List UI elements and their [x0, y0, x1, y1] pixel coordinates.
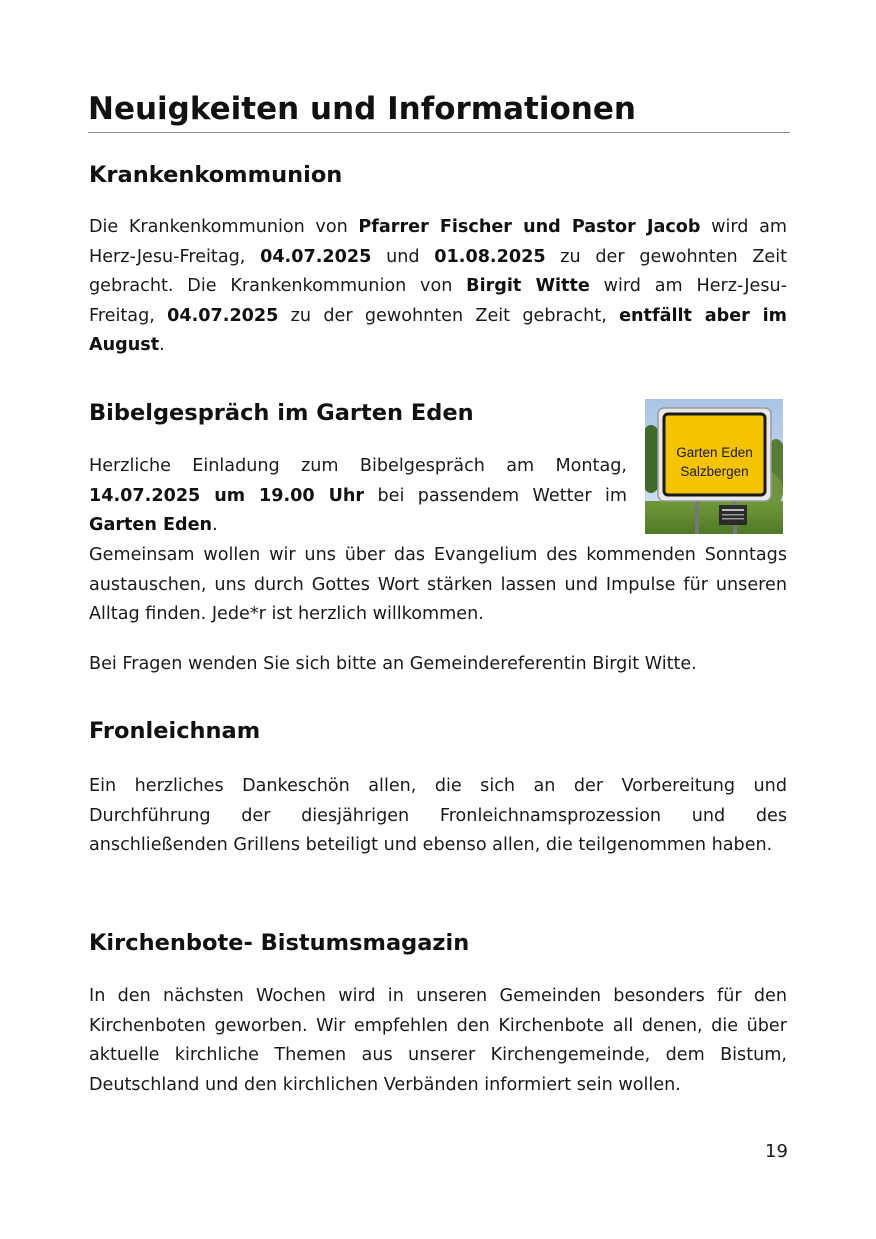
sign-text-line1: Garten Eden	[676, 445, 753, 460]
section-heading-kirchenbote: Kirchenbote- Bistumsmagazin	[89, 930, 470, 956]
page-title: Neuigkeiten und Informationen	[88, 86, 790, 133]
kirchenbote-paragraph: In den nächsten Wochen wird in unseren Gemeinden besonders für den Kirchenboten geworben. Wir empfehlen den Kirchenbote all denen, die über aktuelle kirchliche Themen aus unserer Kirchengemeinde, dem Bistum, Deutschland und den kirchlichen Verbänden informiert sein wollen.	[89, 986, 787, 1095]
bibelgespraech-description: Gemeinsam wollen wir uns über das Evangelium des kommenden Sonntags austauschen, uns durch Gottes Wort stärken lassen und Impulse für unseren Alltag finden. Jede*r ist herzlich willkommen.	[89, 545, 787, 624]
fronleichnam-paragraph: Ein herzliches Dankeschön allen, die sich an der Vorbereitung und Durchführung der diesjährigen Fronleichnamsprozession und des anschließenden Grillens beteiligt und ebenso allen, die teilgenommen haben.	[89, 776, 787, 855]
page-number: 19	[765, 1141, 788, 1162]
bibelgespraech-invitation: Herzliche Einladung zum Bibelgespräch am Montag, 14.07.2025 um 19.00 Uhr bei passendem Wetter im Garten Eden.	[89, 456, 627, 535]
sign-text-line2: Salzbergen	[680, 464, 749, 479]
bibelgespraech-contact: Bei Fragen wenden Sie sich bitte an Gemeindereferentin Birgit Witte.	[89, 654, 697, 674]
section-heading-bibelgespraech: Bibelgespräch im Garten Eden	[89, 400, 474, 426]
section-heading-fronleichnam: Fronleichnam	[89, 718, 261, 744]
krankenkommunion-paragraph: Die Krankenkommunion von Pfarrer Fischer und Pastor Jacob wird am Herz-Jesu-Freitag, 04.07.2025 und 01.08.2025 zu der gewohnten Zeit gebracht. Die Krankenkommunion von Birgit Witte wird am Herz-Jesu-Freitag, 04.07.2025 zu der gewohnten Zeit gebracht, entfällt aber im August.	[89, 217, 788, 355]
section-heading-krankenkommunion: Krankenkommunion	[89, 162, 343, 188]
garten-eden-sign-photo	[645, 399, 783, 534]
